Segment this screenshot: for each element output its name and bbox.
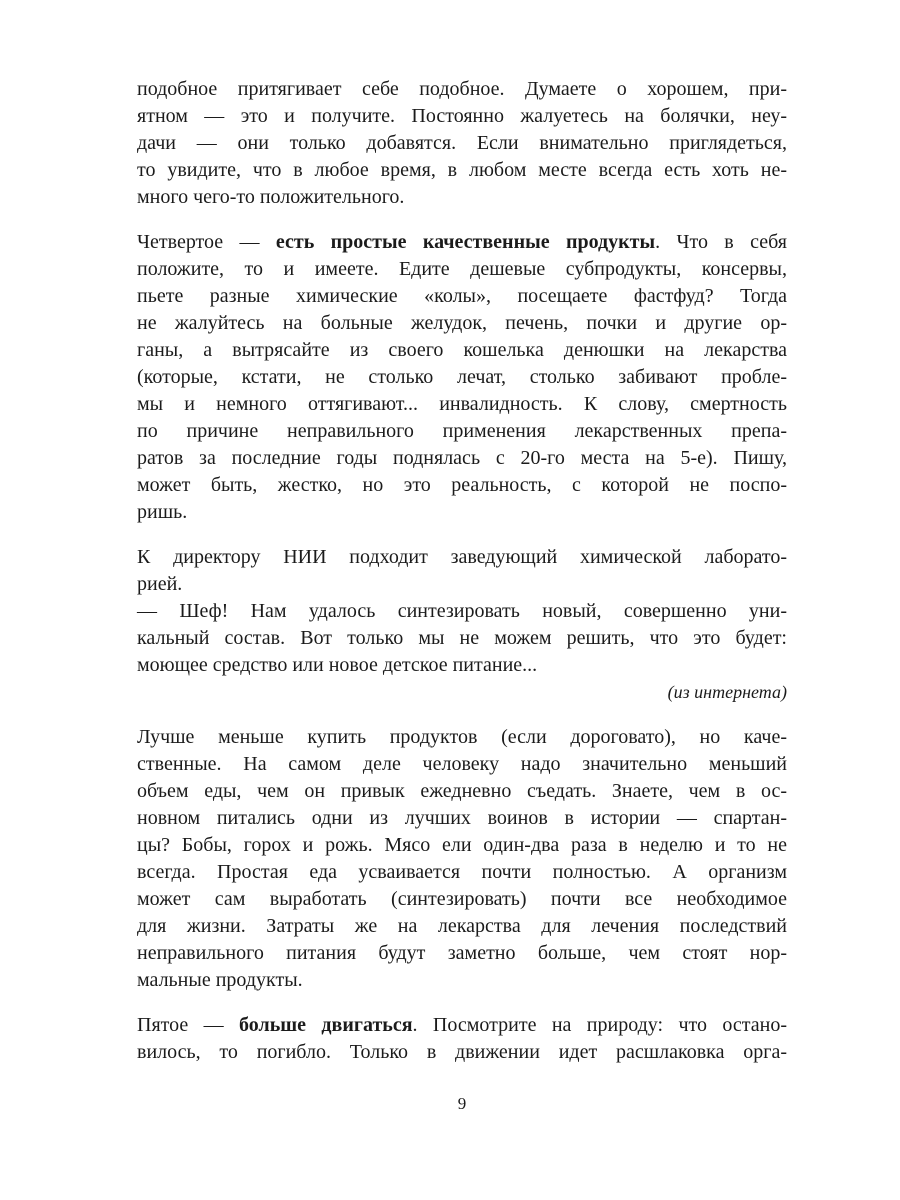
text-line: цы? Бобы, горох и рожь. Мясо ели один-два раза в неделю и то не [137, 834, 787, 856]
text-line: может быть, жестко, но это реальность, с которой не поспо- [137, 474, 787, 496]
text-line: ришь. [137, 501, 188, 523]
text-line: кальный состав. Вот только мы не можем решить, что это будет: [137, 627, 787, 649]
text-line: дачи — они только добавятся. Если внимательно приглядеться, [137, 132, 787, 154]
text-line: Четвертое — есть простые качественные продукты. Что в себя [137, 231, 787, 253]
text-line: новном питались одни из лучших воинов в истории — спартан- [137, 807, 787, 829]
text-line: (которые, кстати, не столько лечат, столько забивают пробле- [137, 366, 787, 388]
text-block [137, 76, 787, 1066]
text-line: пьете разные химические «колы», посещаете фастфуд? Тогда [137, 285, 787, 307]
page-number: 9 [457, 1094, 467, 1113]
text-line: (из интернета) [667, 682, 787, 702]
text-line: вилось, то погибло. Только в движении идет расшлаковка орга- [137, 1041, 787, 1063]
text-line: Лучше меньше купить продуктов (если дороговато), но каче- [137, 726, 787, 748]
paragraph-anecdote-setup [137, 544, 787, 598]
text-line: мальные продукты. [137, 969, 303, 991]
paragraph-fourth-quality-food [137, 229, 787, 526]
paragraph-anecdote-dialogue [137, 598, 787, 679]
text-line: — Шеф! Нам удалось синтезировать новый, совершенно уни- [137, 600, 787, 622]
text-line: ратов за последние годы поднялась с 20-го места на 5-е). Пишу, [137, 447, 787, 469]
text-line: ственные. На самом деле человеку надо значительно меньший [137, 753, 787, 775]
paragraph-buy-less-better [137, 724, 787, 994]
text-line: мы и немного оттягивают... инвалидность. К слову, смертность [137, 393, 787, 415]
text-line: К директору НИИ подходит заведующий химической лаборато- [137, 546, 787, 568]
text-line: может сам выработать (синтезировать) почти все необходимое [137, 888, 787, 910]
text-line: объем еды, чем он привык ежедневно съедать. Знаете, чем в ос- [137, 780, 787, 802]
paragraph-like-attracts-like [137, 76, 787, 211]
text-line: рией. [137, 573, 183, 595]
text-line: для жизни. Затраты же на лекарства для лечения последствий [137, 915, 787, 937]
text-line: Пятое — больше двигаться. Посмотрите на природу: что остано- [137, 1014, 787, 1036]
text-line: неправильного питания будут заметно больше, чем стоят нор- [137, 942, 787, 964]
text-line: ганы, а вытрясайте из своего кошелька денюшки на лекарства [137, 339, 787, 361]
text-line: всегда. Простая еда усваивается почти полностью. А организм [137, 861, 787, 883]
text-line: много чего-то положительного. [137, 186, 405, 208]
text-line: по причине неправильного применения лекарственных препа- [137, 420, 787, 442]
text-line: моющее средство или новое детское питание... [137, 654, 538, 676]
attribution-internet [137, 679, 787, 706]
text-line: подобное притягивает себе подобное. Думаете о хорошем, при- [137, 78, 787, 100]
text-line: не жалуйтесь на больные желудок, печень, почки и другие ор- [137, 312, 787, 334]
paragraph-fifth-move-more [137, 1012, 787, 1066]
text-line: ятном — это и получите. Постоянно жалуетесь на болячки, неу- [137, 105, 787, 127]
text-line: положите, то и имеете. Едите дешевые субпродукты, консервы, [137, 258, 787, 280]
text-line: то увидите, что в любое время, в любом месте всегда есть хоть не- [137, 159, 787, 181]
